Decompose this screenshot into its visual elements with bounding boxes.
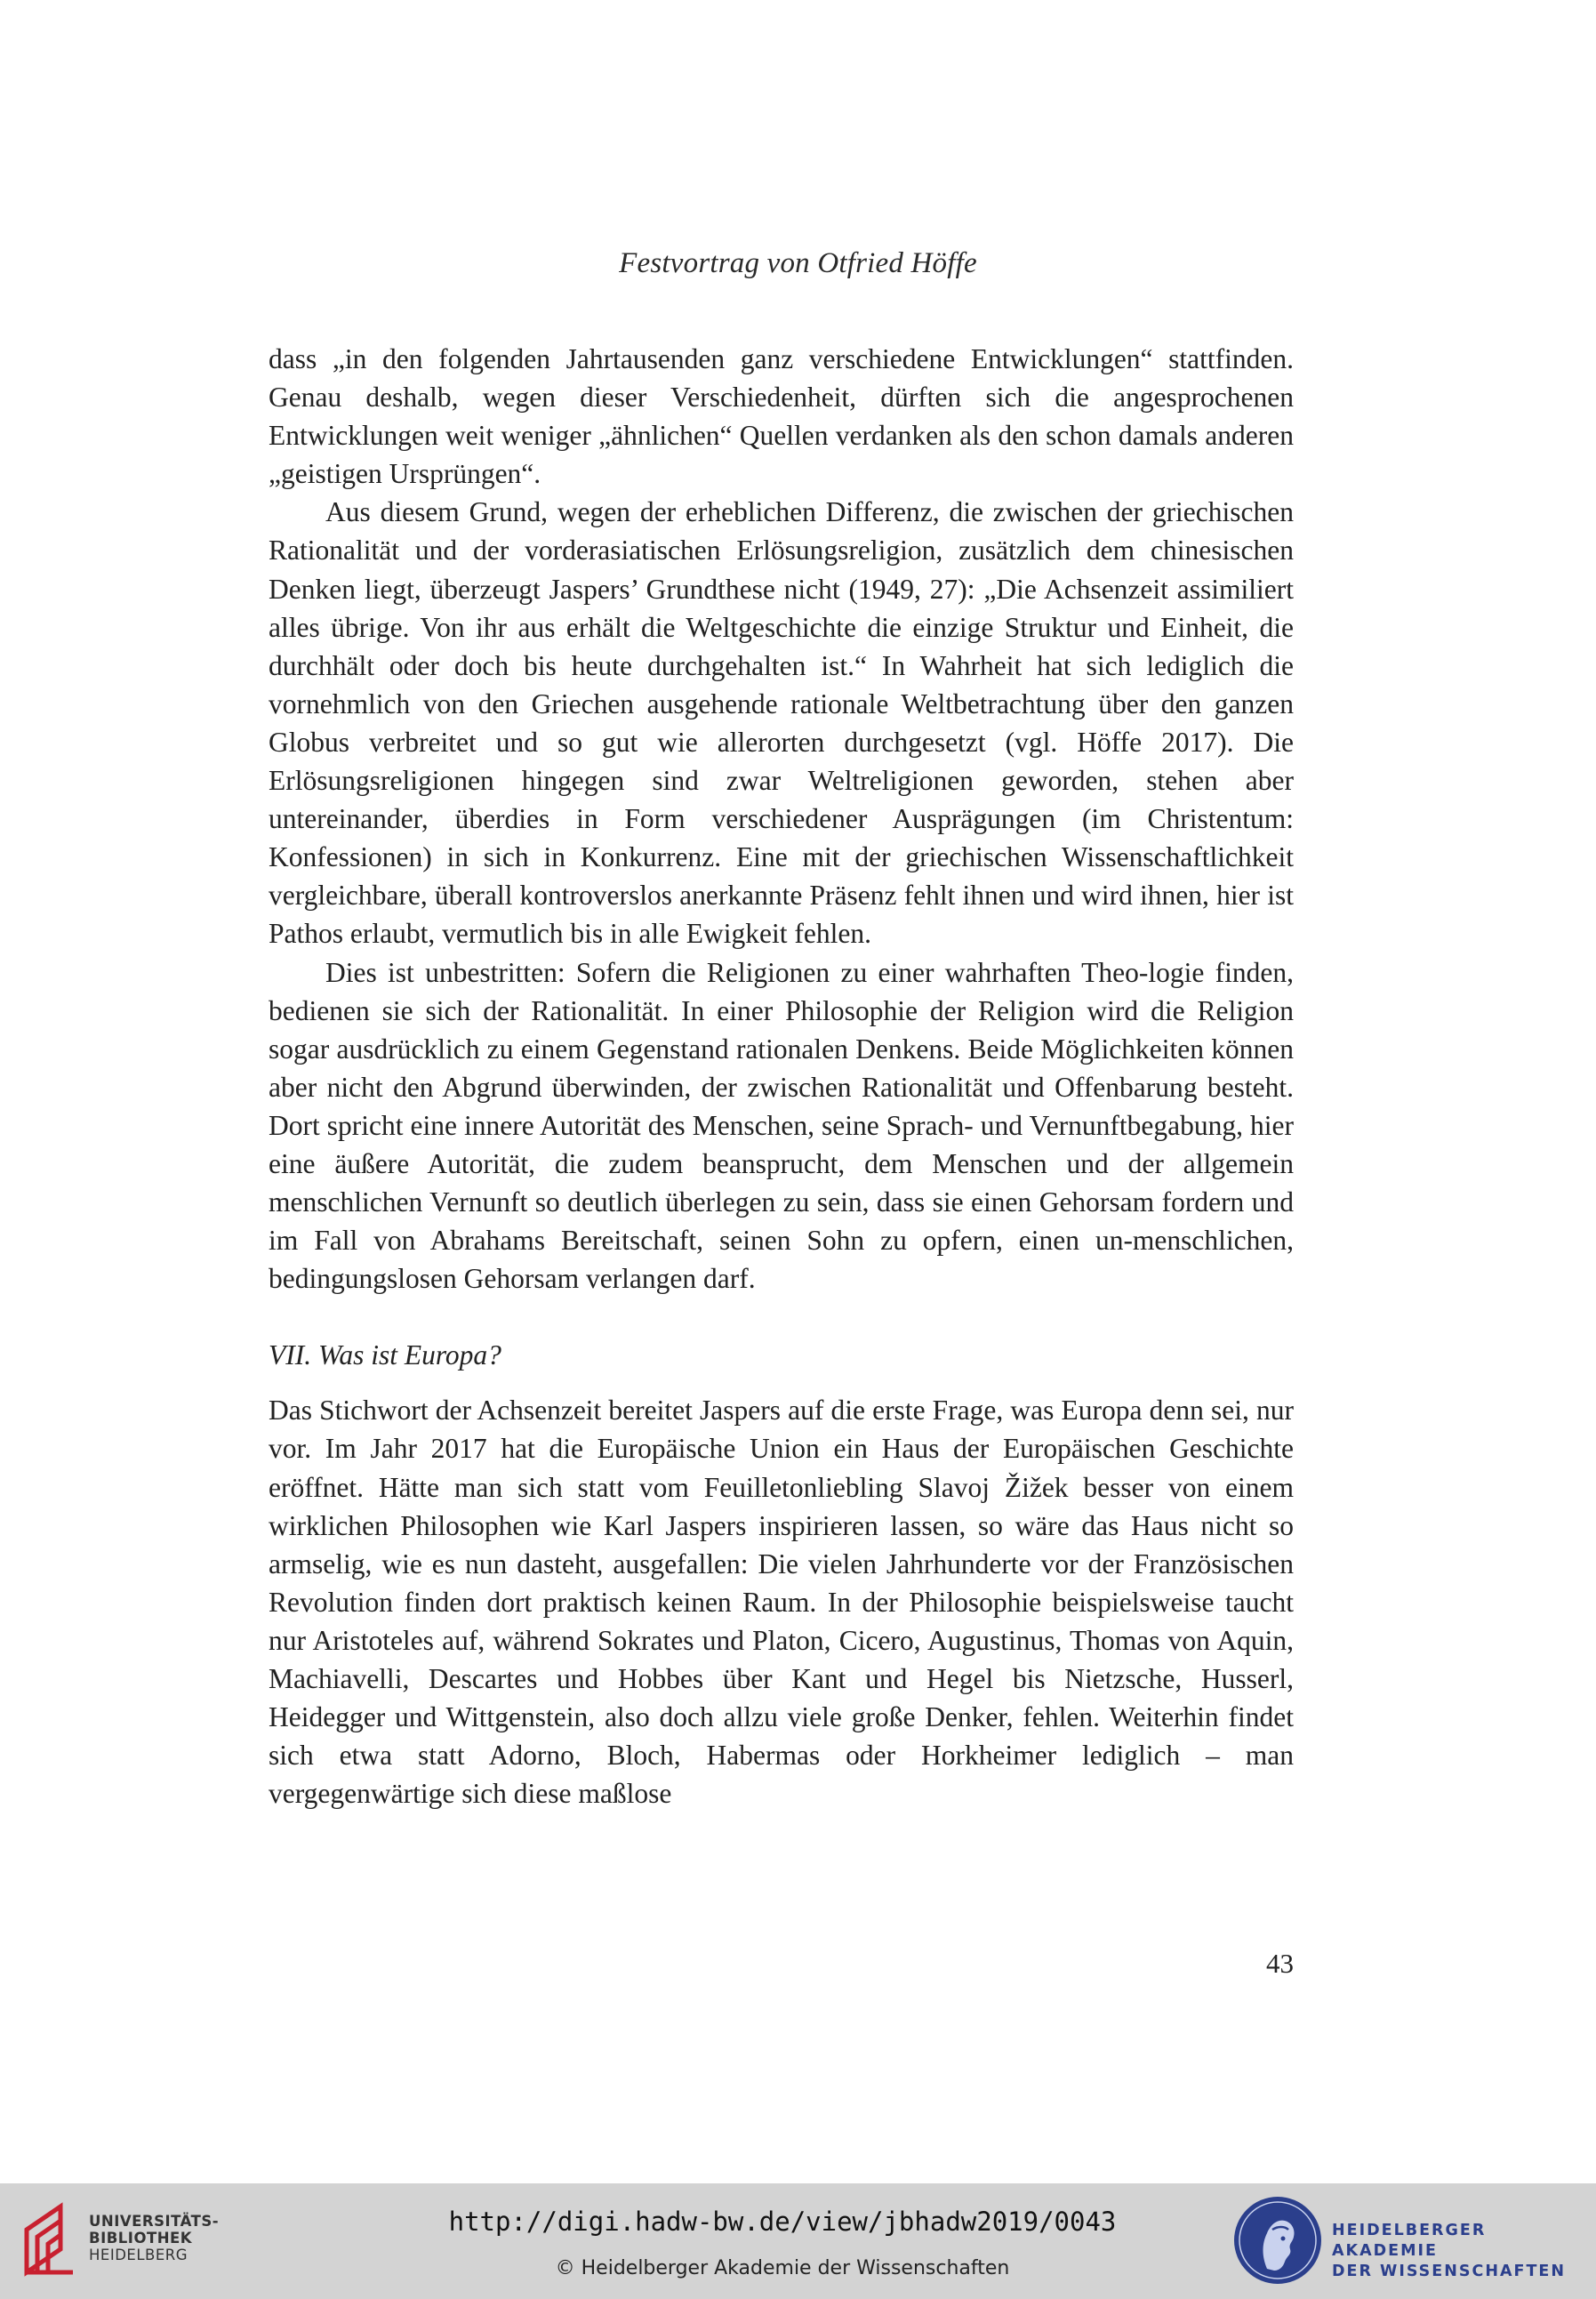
paragraph-3: Dies ist unbestritten: Sofern die Religionen zu einer wahrhaften Theo-logie finden, bedienen sie sich der Rationalität. In einer Philosophie der Religion wird die Religion sogar ausdrücklich zu einem Gegenstand rationalen Denkens. Beide Möglichkeiten können aber nicht den Abgrund überwinden, der zwischen Rationalität und Offenbarung besteht. Dort spricht eine innere Autorität des Menschen, seine Sprach- und Vernunftbegabung, hier eine äußere Autorität, die zudem beansprucht, dem Menschen und der allgemein menschlichen Vernunft so deutlich überlegen zu sein, dass sie einen Gehorsam fordern und im Fall von Abrahams Bereitschaft, seinen Sohn zu opfern, einen un-menschlichen, bedingungslosen Gehorsam verlangen darf.: [269, 956, 1294, 1295]
library-name[interactable]: [89, 2213, 219, 2263]
library-line-3: HEIDELBERG: [89, 2247, 188, 2263]
paragraph-1: dass „in den folgenden Jahrtausenden ganz verschiedene Entwicklungen“ stattfinden. Genau deshalb, wegen dieser Verschiedenheit, dürften sich die angesprochenen Entwicklungen weit weniger „ähnlichen“ Quellen verdanken als den schon damals anderen „geistigen Ursprüngen“.: [269, 343, 1294, 490]
footer-url-link[interactable]: http://digi.hadw-bw.de/view/jbhadw2019/0043: [448, 2207, 1117, 2237]
academy-line-1: HEIDELBERGER AKADEMIE: [1332, 2222, 1487, 2260]
footer-bar: [0, 2183, 1596, 2299]
library-line-2: BIBLIOTHEK: [89, 2230, 193, 2247]
page-number: 43: [1266, 1948, 1294, 1979]
ub-heidelberg-logo-icon[interactable]: [20, 2199, 91, 2279]
paragraph-2: Aus diesem Grund, wegen der erheblichen Differenz, die zwischen der griechischen Rationalität und der vorderasiatischen Erlösungsreligion, zusätzlich dem chinesischen Denken liegt, überzeugt Jaspers’ Grundthese nicht (1949, 27): „Die Achsenzeit assimiliert alles übrige. Von ihr aus erhält die Weltgeschichte die einzige Struktur und Einheit, die durchhält oder doch bis heute durchgehalten ist.“ In Wahrheit hat sich lediglich die vornehmlich von den Griechen ausgehende rationale Weltbetrachtung über den ganzen Globus verbreitet und so gut wie allerorten durchgesetzt (vgl. Höffe 2017). Die Erlösungsreligionen hingegen sind zwar Weltreligionen geworden, stehen aber untereinander, überdies in Form verschiedener Ausprägungen (im Christentum: Konfessionen) in sich in Konkurrenz. Eine mit der griechischen Wissenschaftlichkeit vergleichbare, überall kontroverslos anerkannte Präsenz fehlt ihnen und wird ihnen, hier ist Pathos erlaubt, vermutlich bis in alle Ewigkeit fehlen.: [269, 496, 1294, 950]
running-head: Festvortrag von Otfried Höffe: [619, 247, 977, 279]
hadw-seal-icon[interactable]: [1231, 2194, 1324, 2287]
library-line-1: UNIVERSITÄTS-: [89, 2213, 220, 2230]
academy-line-2: DER WISSENSCHAFTEN: [1332, 2263, 1567, 2280]
section-paragraph: Das Stichwort der Achsenzeit bereitet Jaspers auf die erste Frage, was Europa denn sei, nur vor. Im Jahr 2017 hat die Europäische Union ein Haus der Europäischen Geschichte eröffnet. Hätte man sich statt vom Feuilletonliebling Slavoj Žižek besser von einem wirklichen Philosophen wie Karl Jaspers inspirieren lassen, so wäre das Haus nicht so armselig, wie es nun dasteht, ausgefallen: Die vielen Jahrhunderte vor der Französischen Revolution finden dort praktisch keinen Raum. In der Philosophie beispielsweise taucht nur Aristoteles auf, während Sokrates und Platon, Cicero, Augustinus, Thomas von Aquin, Machiavelli, Descartes und Hobbes über Kant und Hegel bis Nietzsche, Husserl, Heidegger und Wittgenstein, also doch allzu viele große Denker, fehlen. Weiterhin findet sich etwa statt Adorno, Bloch, Habermas oder Horkheimer lediglich – man vergegenwärtige sich diese maßlose: [269, 1395, 1294, 1810]
section-heading: VII. Was ist Europa?: [269, 1339, 501, 1371]
body-text: [269, 340, 1294, 1813]
academy-name[interactable]: [1332, 2221, 1596, 2282]
footer-copyright: © Heidelberger Akademie der Wissenschaften: [555, 2257, 1010, 2279]
